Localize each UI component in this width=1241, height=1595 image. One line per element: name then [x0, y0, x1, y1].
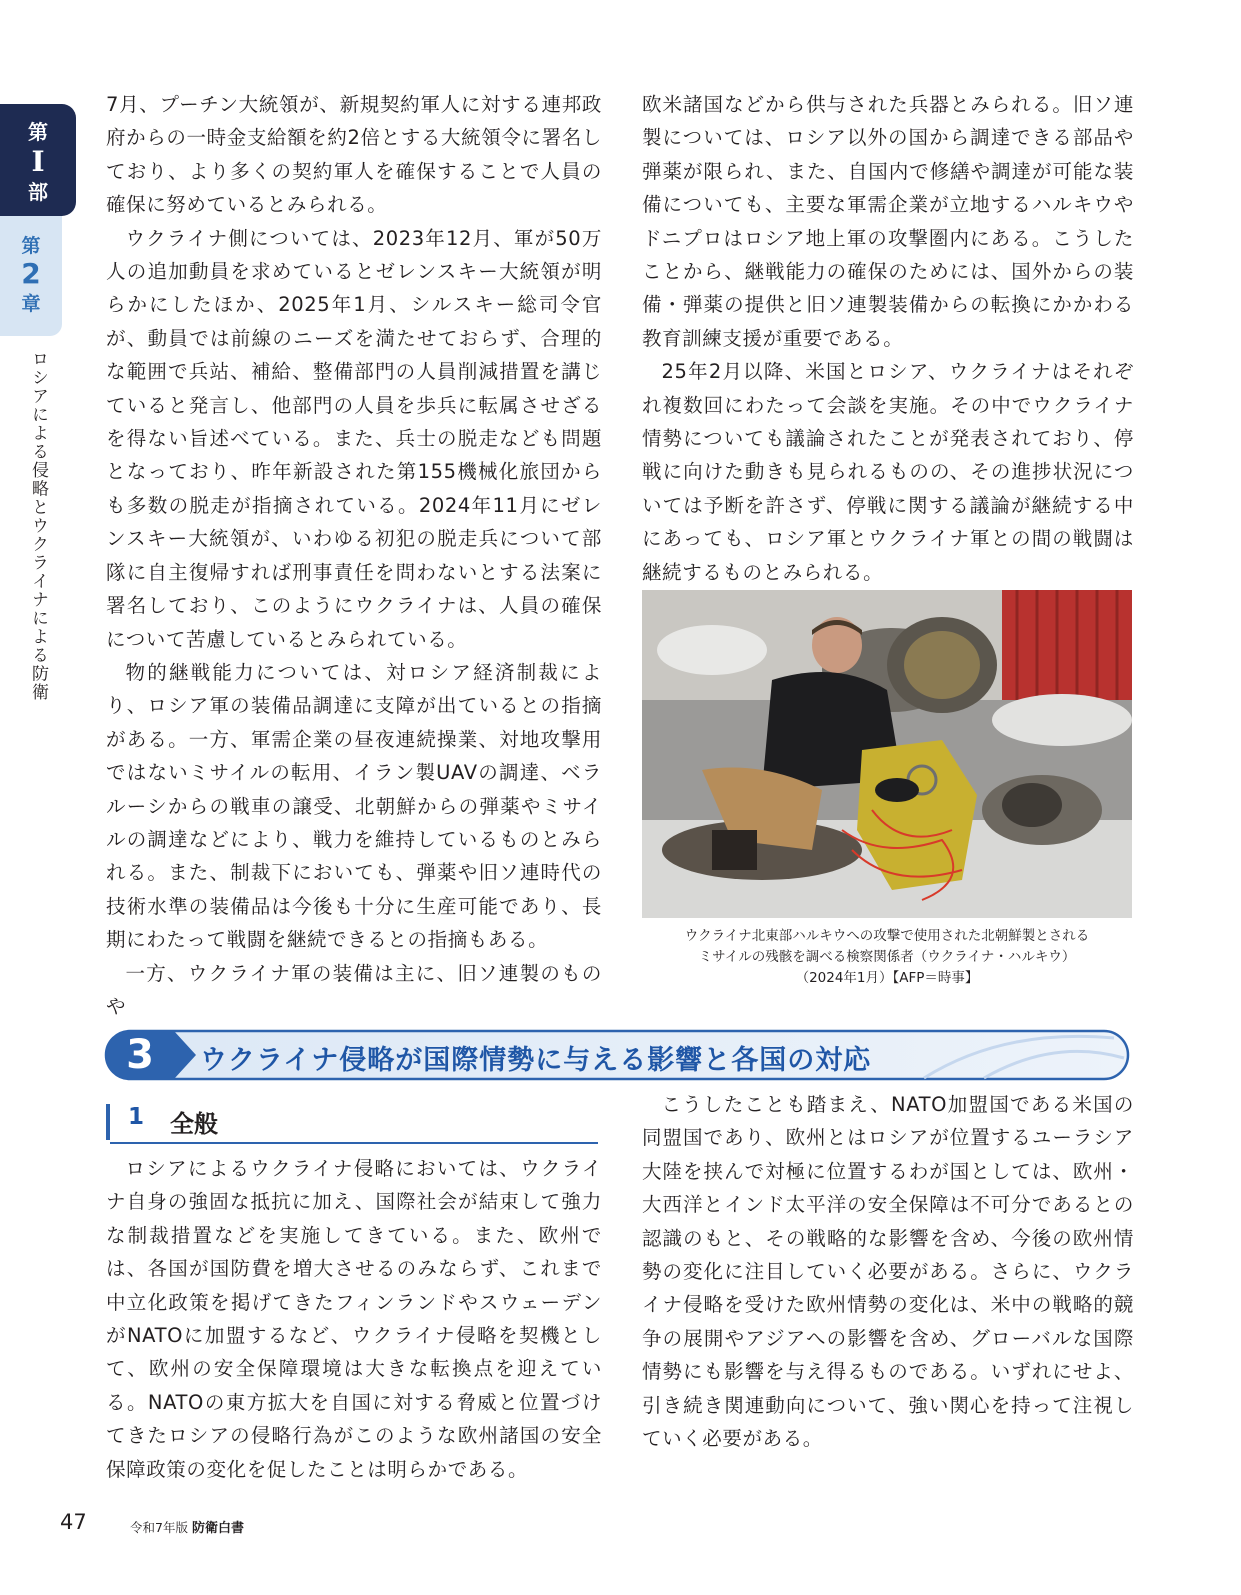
page-number: 47: [60, 1510, 87, 1534]
paragraph: 7月、プーチン大統領が、新規契約軍人に対する連邦政府からの一時金支給額を約2倍とする大統領令に署名しており、より多くの契約軍人を確保することで人員の確保に努めているとみられる。: [106, 93, 602, 217]
subsection-heading: [106, 1100, 596, 1144]
part-tab-char: I: [31, 145, 45, 178]
heading-underline: [110, 1142, 598, 1144]
left-column-lower: [106, 1152, 602, 1486]
chapter-tab-char: 第: [21, 235, 41, 257]
chapter-side-title: ロシアによる侵略とウクライナによる防衛: [28, 350, 48, 702]
missile-debris-photo: [642, 590, 1132, 918]
paragraph: こうしたことも踏まえ、NATO加盟国である米国の同盟国であり、欧州とはロシアが位置するユーラシア大陸を挟んで対極に位置するわが国としては、欧州・大西洋とインド太平洋の安全保障は不可分であるとの認識のもと、その戦略的な影響を含め、今後の欧州情勢の変化に注目していく必要がある。さらに、ウクライナ侵略を受けた欧州情勢の変化は、米中の戦略的競争の展開やアジアへの影響を含め、グローバルな国際情勢にも影響を与え得るものである。いずれにせよ、引き続き関連動向について、強い関心を持って注視していく必要がある。: [642, 1093, 1134, 1451]
part-tab: [0, 104, 76, 216]
footer-publication: [130, 1517, 244, 1536]
right-column-upper: [642, 88, 1134, 589]
caption-line: ウクライナ北東部ハルキウへの攻撃で使用された北朝鮮製とされる: [684, 928, 1090, 944]
subsection-title: 全般: [170, 1110, 218, 1138]
paragraph: ウクライナ側については、2023年12月、軍が50万人の追加動員を求めているとゼレンスキー大統領が明らかにしたほか、2025年1月、シルスキー総司令官が、動員では前線のニーズを満たせておらず、合理的な範囲で兵站、補給、整備部門の人員削減措置を講じていると発言し、他部門の人員を歩兵に転属させざるを得ない旨述べている。また、兵士の脱走なども問題となっており、昨年新設された第155機械化旅団からも多数の脱走が指摘されている。2024年11月にゼレンスキー大統領が、いわゆる初犯の脱走兵について部隊に自主復帰すれば刑事責任を問わないとする法案に署名しており、このようにウクライナは、人員の確保について苦慮しているとみられている。: [106, 226, 602, 651]
heading-bar: [106, 1104, 110, 1140]
section-title: ウクライナ侵略が国際情勢に与える影響と各国の対応: [200, 1045, 872, 1076]
section-banner: [104, 1028, 1132, 1082]
chapter-tab-char: 章: [21, 293, 41, 315]
footer-book-title: 防衛白書: [191, 1521, 244, 1536]
part-tab-char: 部: [28, 180, 48, 204]
section-number: 3: [126, 1032, 154, 1078]
footer-edition: 令和7年版: [130, 1520, 188, 1535]
right-column-lower: [642, 1088, 1134, 1455]
photo-caption: [642, 926, 1132, 989]
paragraph: 25年2月以降、米国とロシア、ウクライナはそれぞれ複数回にわたって会談を実施。その中でウクライナ情勢についても議論されたことが発表されており、停戦に向けた動きも見られるものの、その進捗状況については予断を許さず、停戦に関する議論が継続する中にあっても、ロシア軍とウクライナ軍との間の戦闘は継続するものとみられる。: [642, 360, 1134, 584]
subsection-number: 1: [128, 1104, 145, 1130]
section-number-badge: [106, 1031, 174, 1079]
left-column-upper: [106, 88, 602, 1023]
paragraph: 欧米諸国などから供与された兵器とみられる。旧ソ連製については、ロシア以外の国から調達できる部品や弾薬が限られ、また、自国内で修繕や調達が可能な装備についても、主要な軍需企業が立地するハルキウやドニプロはロシア地上軍の攻撃圏内にある。こうしたことから、継戦能力の確保のためには、国外からの装備・弾薬の提供と旧ソ連製装備からの転換にかかわる教育訓練支援が重要である。: [642, 93, 1134, 350]
chapter-tab-char: 2: [21, 257, 41, 290]
caption-line: ミサイルの残骸を調べる検察関係者（ウクライナ・ハルキウ）: [698, 949, 1076, 965]
paragraph: 一方、ウクライナ軍の装備は主に、旧ソ連製のものや: [106, 961, 602, 1018]
paragraph: 物的継戦能力については、対ロシア経済制裁により、ロシア軍の装備品調達に支障が出ているとの指摘がある。一方、軍需企業の昼夜連続操業、対地攻撃用ではないミサイルの転用、イラン製UAVの調達、ベラルーシからの戦車の譲受、北朝鮮からの弾薬やミサイルの調達などにより、戦力を維持しているものとみられる。また、制裁下においても、弾薬や旧ソ連時代の技術水準の装備品は今後も十分に生産可能であり、長期にわたって戦闘を継続できるとの指摘もある。: [106, 660, 602, 952]
caption-line: （2024年1月）【AFP＝時事】: [795, 970, 979, 986]
part-tab-char: 第: [28, 120, 48, 144]
chapter-tab: [0, 216, 62, 336]
paragraph: ロシアによるウクライナ侵略においては、ウクライナ自身の強固な抵抗に加え、国際社会が結束して強力な制裁措置などを実施してきている。また、欧州では、各国が国防費を増大させるのみならず、これまで中立化政策を掲げてきたフィンランドやスウェーデンがNATOに加盟するなど、ウクライナ侵略を契機として、欧州の安全保障環境は大きな転換点を迎えている。NATOの東方拡大を自国に対する脅威と位置づけてきたロシアの侵略行為がこのような欧州諸国の安全保障政策の変化を促したことは明らかである。: [106, 1157, 602, 1481]
